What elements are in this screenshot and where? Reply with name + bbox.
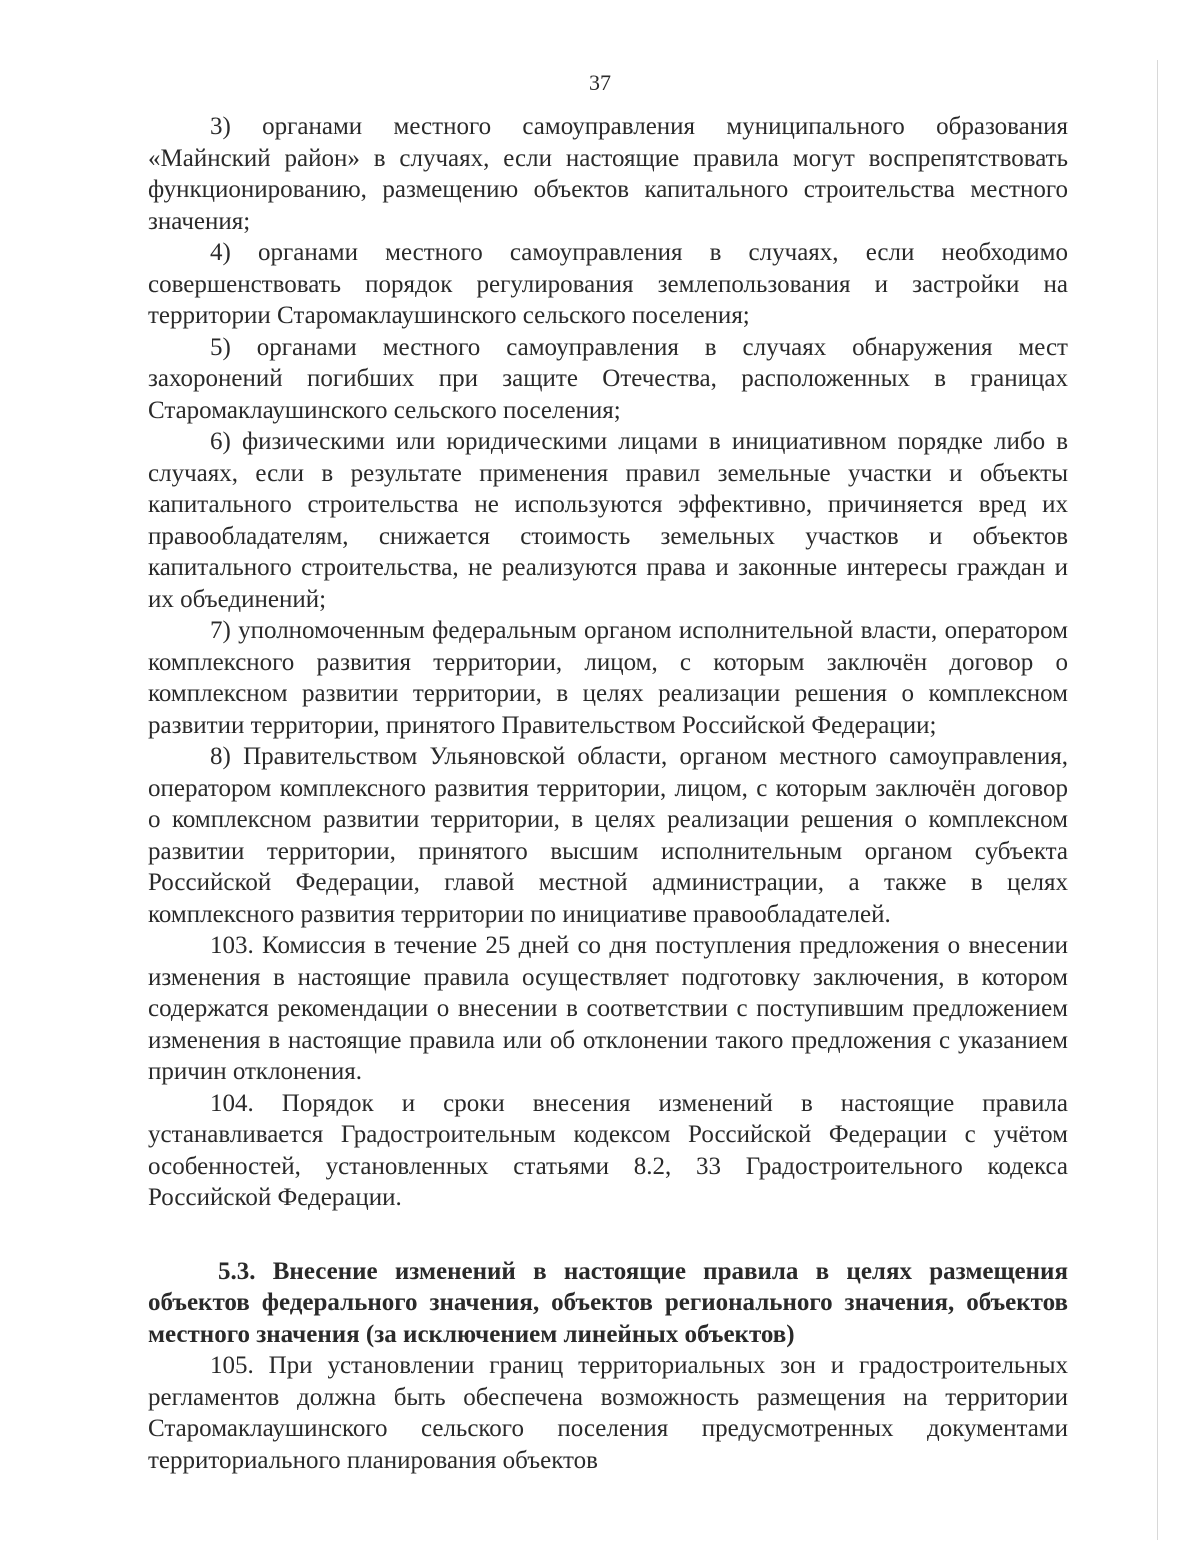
paragraph-item-4: 4) органами местного самоуправления в случаях, если необходимо совершенствовать порядок регулирования землепользования и застройки на территории Старомаклаушинского сельского поселения;: [148, 239, 1068, 329]
paragraph-105: 105. При установлении границ территориальных зон и градостроительных регламентов должна быть обеспечена возможность размещения на территории Старомаклаушинского сельского поселения предусмотренных документами территориального планирования объектов: [148, 1352, 1068, 1474]
paragraph-item-3: 3) органами местного самоуправления муниципального образования «Майнский район» в случаях, если настоящие правила могут воспрепятствовать функционированию, размещению объектов капитального строительства местного значения;: [148, 113, 1068, 235]
paragraph-104: 104. Порядок и сроки внесения изменений в настоящие правила устанавливается Градостроительным кодексом Российской Федерации с учётом особенностей, установленных статьями 8.2, 33 Градостроительного кодекса Российской Федерации.: [148, 1089, 1068, 1211]
paragraph-item-5: 5) органами местного самоуправления в случаях обнаружения мест захоронений погибших при защите Отечества, расположенных в границах Старомаклаушинского сельского поселения;: [148, 333, 1068, 424]
paragraph-item-7: 7) уполномоченным федеральным органом исполнительной власти, оператором комплексного развития территории, лицом, с которым заключён договор о комплексном развитии территории, в целях реализации решения о комплексном развитии территории, принятого Правительством Российской Федерации;: [148, 617, 1068, 739]
document-body: [148, 111, 1068, 1476]
page-number: 37: [589, 70, 611, 95]
section-heading: 5.3. Внесение изменений в настоящие правила в целях размещения объектов федерального значения, объектов регионального значения, объектов местного значения (за исключением линейных объектов): [148, 1257, 1068, 1348]
paragraph-103: 103. Комиссия в течение 25 дней со дня поступления предложения о внесении изменения в настоящие правила осуществляет подготовку заключения, в котором содержатся рекомендации о внесении в соответствии с поступившим предложением изменения в настоящие правила или об отклонении такого предложения с указанием причин отклонения.: [148, 932, 1068, 1085]
page-edge-line: [1157, 60, 1158, 1540]
paragraph-item-8: 8) Правительством Ульяновской области, органом местного самоуправления, оператором комплексного развития территории, лицом, с которым заключён договор о комплексном развитии территории, в целях реализации решения о комплексном развитии территории, принятого высшим исполнительным органом субъекта Российской Федерации, главой местной администрации, а также в целях комплексного развития территории по инициативе правообладателей.: [148, 743, 1068, 928]
paragraph-item-6: 6) физическими или юридическими лицами в инициативном порядке либо в случаях, если в результате применения правил земельные участки и объекты капитального строительства не используются эффективно, причиняется вред их правообладателям, снижается стоимость земельных участков и объектов капитального строительства, не реализуются права и законные интересы граждан и их объединений;: [148, 428, 1068, 613]
